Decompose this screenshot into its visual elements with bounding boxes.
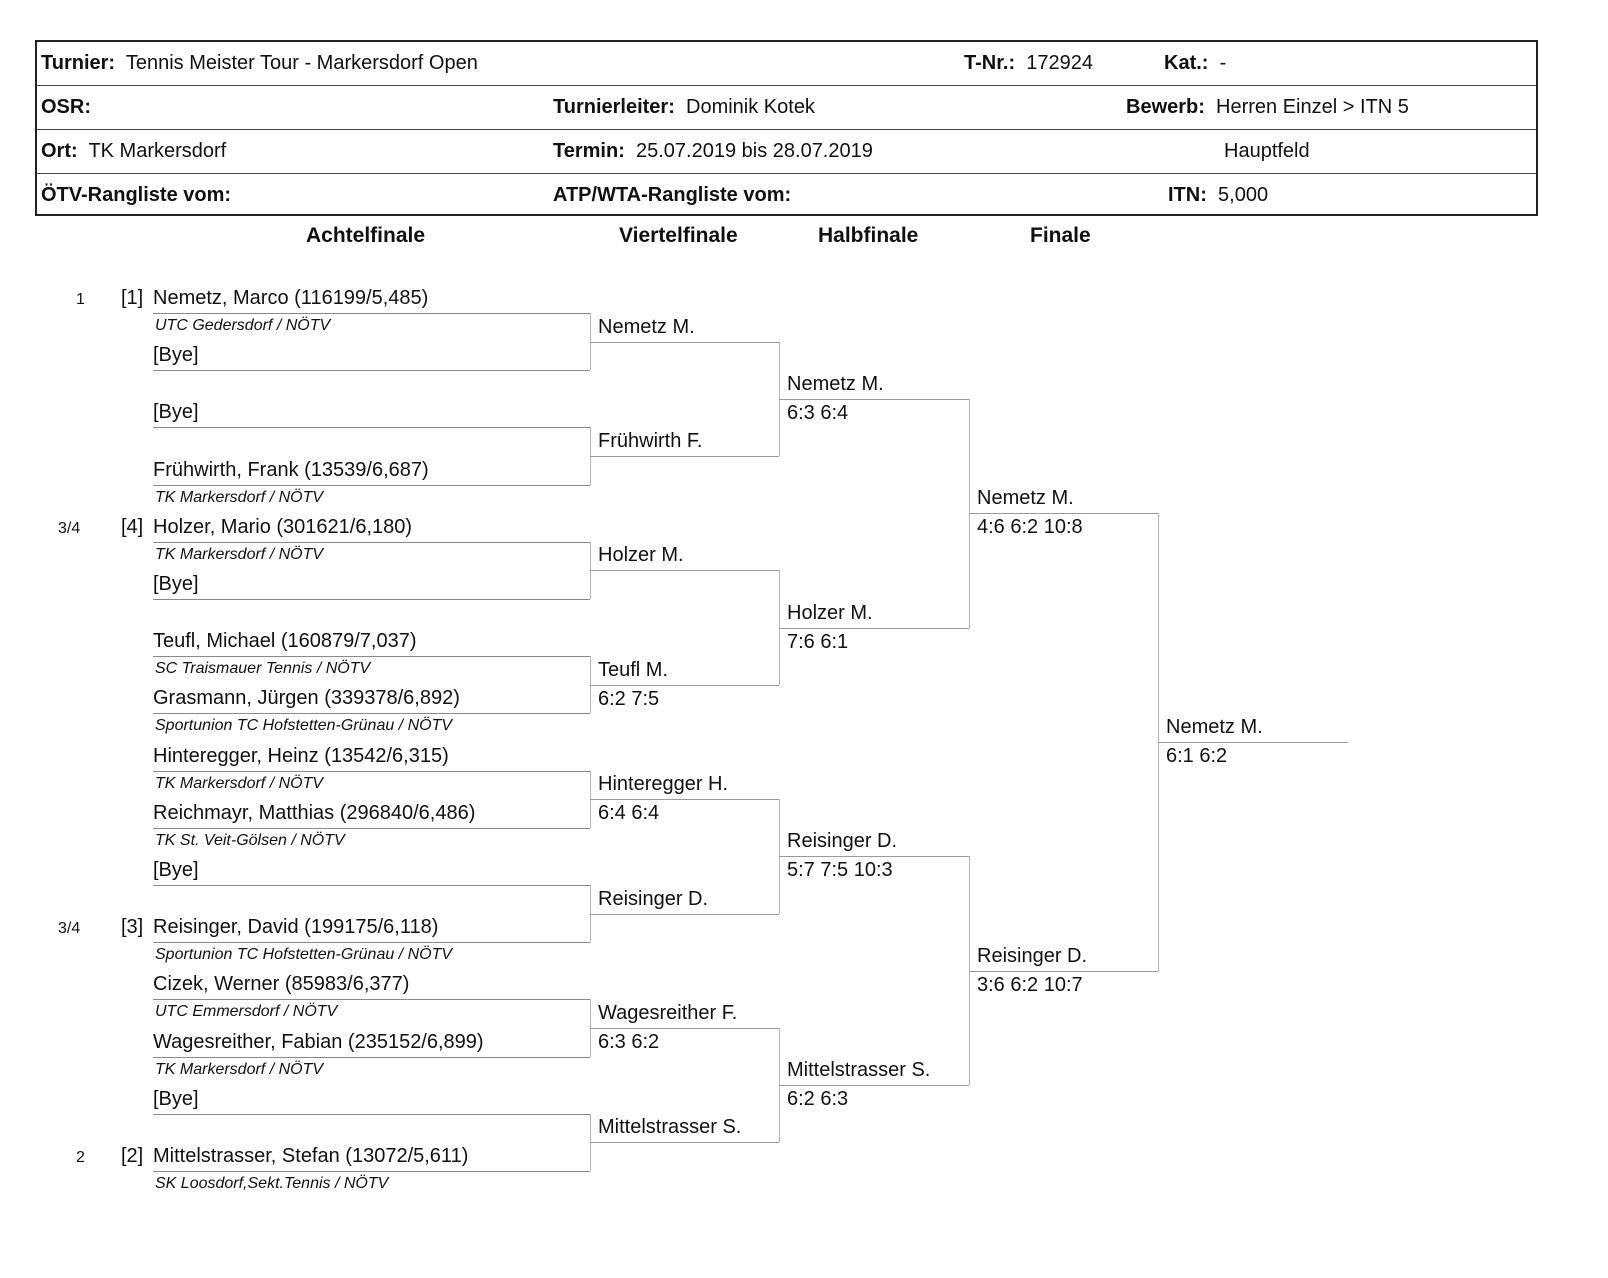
itn-value: 5,000 <box>1218 184 1269 206</box>
quarterfinal-winner: Hinteregger H. <box>598 773 729 796</box>
player-club: SK Loosdorf,Sekt.Tennis / NÖTV <box>155 1175 389 1192</box>
player-club: Sportunion TC Hofstetten-Grünau / NÖTV <box>155 717 453 735</box>
seed-number: [1] <box>121 287 144 309</box>
player-name: Reichmayr, Matthias (296840/6,486) <box>153 801 476 824</box>
quarterfinal-line <box>590 914 779 915</box>
semifinal-score: 7:6 6:1 <box>787 630 849 653</box>
draw-position: 3/4 <box>58 519 81 537</box>
r1-line <box>153 1114 590 1115</box>
r1-line <box>153 427 590 428</box>
r1-line <box>153 485 590 486</box>
semifinal-score: 5:7 7:5 10:3 <box>787 859 893 882</box>
quarterfinal-winner: Holzer M. <box>598 544 684 567</box>
turnierleiter-label: Turnierleiter: <box>553 96 675 118</box>
r1-line <box>153 313 590 314</box>
player-club: TK St. Veit-Gölsen / NÖTV <box>155 831 345 849</box>
r1-line <box>153 599 590 600</box>
r1-line <box>153 656 590 657</box>
tournament-info-table <box>35 40 1538 216</box>
itn-label: ITN: <box>1168 184 1207 206</box>
player-name: Mittelstrasser, Stefan (13072/5,611) <box>153 1145 469 1167</box>
quarterfinal-score: 6:4 6:4 <box>598 802 660 825</box>
seed-number: [3] <box>121 916 144 939</box>
player-name: [Bye] <box>153 344 199 367</box>
termin-label: Termin: <box>553 140 625 162</box>
quarterfinal-score: 6:2 7:5 <box>598 687 660 710</box>
final-winner: Nemetz M. <box>977 487 1074 510</box>
player-name: [Bye] <box>153 859 199 881</box>
champion-score: 6:1 6:2 <box>1166 745 1228 767</box>
player-name: [Bye] <box>153 573 199 595</box>
r1-line <box>153 1171 590 1172</box>
semifinal-score: 6:3 6:4 <box>787 401 849 424</box>
player-name: Teufl, Michael (160879/7,037) <box>153 630 417 653</box>
draw-type-value: Hauptfeld <box>1224 140 1310 162</box>
round-heading-achtelfinale: Achtelfinale <box>306 224 426 247</box>
header-row-tournament <box>37 42 1536 86</box>
semifinal-score: 6:2 6:3 <box>787 1088 849 1111</box>
turnier-label: Turnier: <box>41 52 116 74</box>
draw-position: 2 <box>76 1149 85 1166</box>
draw-position: 1 <box>76 291 85 308</box>
semifinal-winner: Reisinger D. <box>787 830 898 853</box>
r1-line <box>153 942 590 943</box>
header-row-osr <box>37 86 1536 130</box>
r1-line <box>153 542 590 543</box>
semifinal-winner: Mittelstrasser S. <box>787 1059 931 1082</box>
r1-line <box>153 885 590 886</box>
r1-line <box>153 713 590 714</box>
termin-value: 25.07.2019 bis 28.07.2019 <box>635 140 873 162</box>
player-name: Reisinger, David (199175/6,118) <box>153 916 439 939</box>
player-name: [Bye] <box>153 401 199 424</box>
header-row-location <box>37 130 1536 174</box>
quarterfinal-line <box>590 1142 779 1143</box>
player-name: Nemetz, Marco (116199/5,485) <box>153 287 429 309</box>
r1-line <box>153 370 590 371</box>
quarterfinal-winner: Mittelstrasser S. <box>598 1116 742 1139</box>
player-name: Grasmann, Jürgen (339378/6,892) <box>153 687 460 710</box>
seed-number: [4] <box>121 515 144 538</box>
quarterfinal-line <box>590 342 779 343</box>
quarterfinal-score: 6:3 6:2 <box>598 1031 660 1053</box>
oetv-ranking-label: ÖTV-Rangliste vom: <box>41 184 232 206</box>
final-winner: Reisinger D. <box>977 944 1088 967</box>
turnierleiter-value: Dominik Kotek <box>686 96 815 118</box>
turnier-value: Tennis Meister Tour - Markersdorf Open <box>125 52 478 74</box>
semifinal-winner: Nemetz M. <box>787 372 884 395</box>
seed-number: [2] <box>121 1145 144 1167</box>
draw-position: 3/4 <box>58 920 81 938</box>
player-club: TK Markersdorf / NÖTV <box>155 774 324 792</box>
tnr-label: T-Nr.: <box>964 52 1016 74</box>
player-name: Wagesreither, Fabian (235152/6,899) <box>153 1030 484 1053</box>
semifinal-winner: Holzer M. <box>787 601 873 624</box>
player-club: UTC Emmersdorf / NÖTV <box>155 1003 338 1021</box>
bewerb-label: Bewerb: <box>1126 96 1205 118</box>
quarterfinal-line <box>590 456 779 457</box>
r1-line <box>153 1057 590 1058</box>
player-club: Sportunion TC Hofstetten-Grünau / NÖTV <box>155 946 453 964</box>
player-club: TK Markersdorf / NÖTV <box>155 545 324 563</box>
r1-line <box>153 771 590 772</box>
r1-line <box>153 999 590 1000</box>
tnr-value: 172924 <box>1026 52 1093 74</box>
player-name: [Bye] <box>153 1087 199 1110</box>
final-score: 4:6 6:2 10:8 <box>977 516 1083 539</box>
atp-ranking-label: ATP/WTA-Rangliste vom: <box>553 184 792 206</box>
player-club: TK Markersdorf / NÖTV <box>155 488 324 506</box>
player-name: Hinteregger, Heinz (13542/6,315) <box>153 744 449 767</box>
quarterfinal-winner: Teufl M. <box>598 658 669 681</box>
quarterfinal-line <box>590 570 779 571</box>
kat-label: Kat.: <box>1164 52 1209 74</box>
round-heading-finale: Finale <box>1030 224 1091 247</box>
round-heading-halbfinale: Halbfinale <box>818 224 919 247</box>
quarterfinal-winner: Reisinger D. <box>598 887 709 910</box>
player-name: Holzer, Mario (301621/6,180) <box>153 515 413 538</box>
player-club: UTC Gedersdorf / NÖTV <box>155 317 331 334</box>
quarterfinal-winner: Frühwirth F. <box>598 430 703 452</box>
bewerb-value: Herren Einzel > ITN 5 <box>1216 96 1409 118</box>
player-name: Cizek, Werner (85983/6,377) <box>153 973 410 996</box>
r1-line <box>153 828 590 829</box>
ort-value: TK Markersdorf <box>88 140 227 162</box>
kat-value: - <box>1219 52 1227 74</box>
player-club: SC Traismauer Tennis / NÖTV <box>155 660 371 678</box>
ort-label: Ort: <box>41 140 78 162</box>
quarterfinal-winner: Wagesreither F. <box>598 1002 738 1024</box>
osr-label: OSR: <box>41 96 91 118</box>
quarterfinal-winner: Nemetz M. <box>598 315 695 338</box>
round-heading-viertelfinale: Viertelfinale <box>619 224 738 247</box>
header-row-rankings <box>37 174 1536 218</box>
player-name: Frühwirth, Frank (13539/6,687) <box>153 458 429 481</box>
champion-winner: Nemetz M. <box>1166 716 1263 738</box>
player-club: TK Markersdorf / NÖTV <box>155 1060 324 1078</box>
final-score: 3:6 6:2 10:7 <box>977 973 1083 996</box>
